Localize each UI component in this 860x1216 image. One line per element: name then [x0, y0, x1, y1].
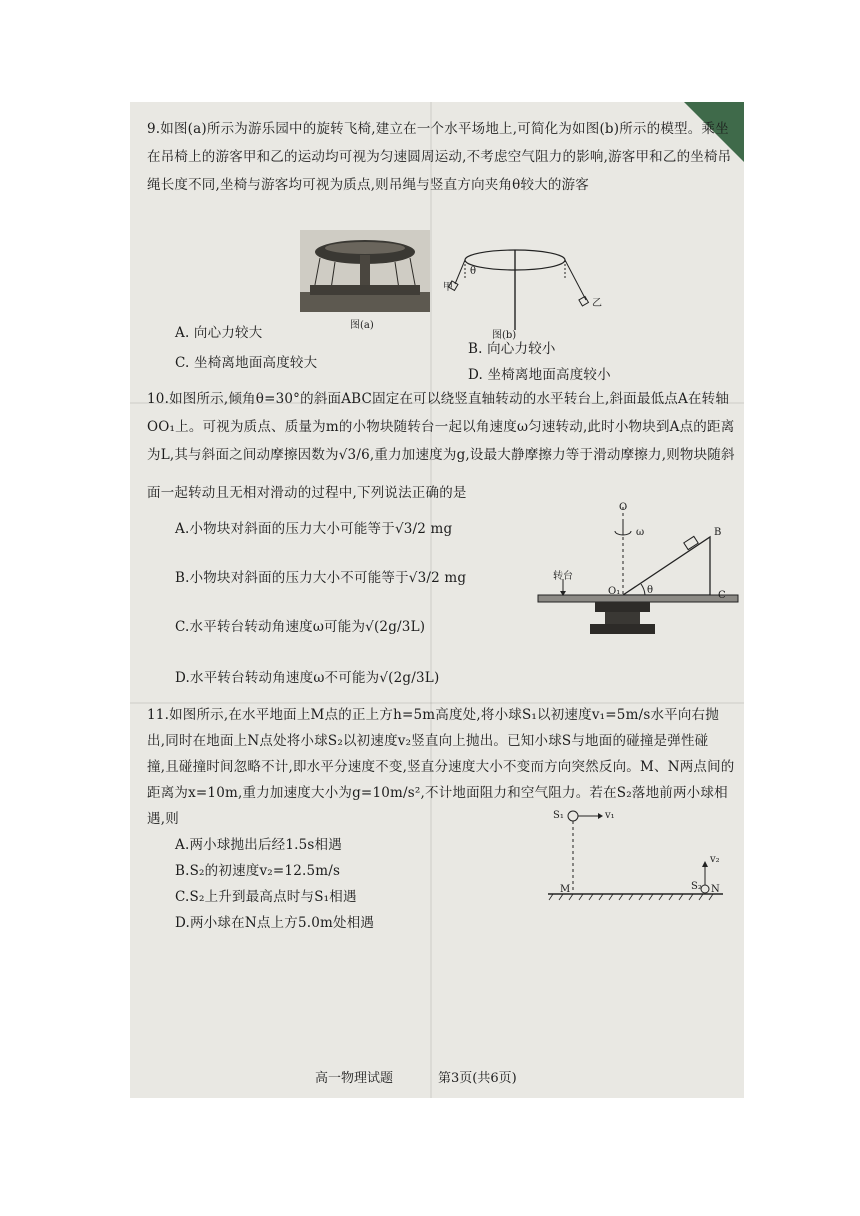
label-v2: v₂ — [710, 854, 720, 865]
label-s2: S₂ — [691, 881, 702, 892]
q10-text-line-2: OO₁上。可视为质点、质量为m的小物块随转台一起以角速度ω匀速转动,此时小物块到A点的距离 — [147, 419, 735, 435]
exam-paper-photo — [130, 102, 744, 1098]
figure-b-caption: 图(b) — [492, 330, 517, 341]
q10-text-line-1: 10.如图所示,倾角θ=30°的斜面ABC固定在可以绕竖直轴转动的水平转台上,斜面最低点A在转轴 — [147, 391, 730, 407]
footer-subject: 高一物理试题 — [315, 1071, 394, 1086]
paper-fold — [130, 702, 744, 704]
figure-a-caption: 图(a) — [350, 320, 374, 331]
q10-option-a: A.小物块对斜面的压力大小可能等于√3/2 mg — [175, 521, 453, 537]
q11-text-line-2: 出,同时在地面上N点处将小球S₂以初速度v₂竖直向上抛出。已知小球S与地面的碰撞是弹性碰 — [147, 733, 709, 749]
q11-text-line-5: 遇,则 — [147, 811, 179, 827]
q9-option-d: D. 坐椅离地面高度较小 — [468, 367, 611, 383]
label-m: M — [560, 884, 571, 895]
q9-option-c: C. 坐椅离地面高度较大 — [175, 355, 318, 371]
q11-option-d: D.两小球在N点上方5.0m处相遇 — [175, 915, 375, 931]
label-o1: O₁ — [608, 586, 621, 597]
q9-option-a: A. 向心力较大 — [175, 325, 263, 341]
q9-option-b: B. 向心力较小 — [468, 341, 556, 357]
label-s1: S₁ — [553, 810, 564, 821]
q11-text-line-3: 撞,且碰撞时间忽略不计,即水平分速度不变,竖直分速度大小不变而方向突然反向。M、N两点间的 — [147, 759, 735, 775]
q11-option-c: C.S₂上升到最高点时与S₁相遇 — [175, 889, 357, 905]
label-jia: 甲 — [443, 282, 453, 293]
q11-text-line-1: 11.如图所示,在水平地面上M点的正上方h=5m高度处,将小球S₁以初速度v₁=5m/s水平向右抛 — [147, 707, 719, 723]
ride-model-figure-b — [440, 242, 590, 332]
label-theta: θ — [647, 585, 654, 596]
label-v1: v₁ — [605, 810, 615, 821]
q10-text-line-4: 面一起转动且无相对滑动的过程中,下列说法正确的是 — [147, 485, 467, 501]
q9-text-line-2: 在吊椅上的游客甲和乙的运动均可视为匀速圆周运动,不考虑空气阻力的影响,游客甲和乙的坐椅吊 — [147, 149, 732, 165]
label-c: C — [718, 590, 726, 601]
q10-option-d: D.水平转台转动角速度ω不可能为√(2g/3L) — [175, 670, 440, 686]
label-yi: 乙 — [592, 298, 602, 309]
q9-text-line-3: 绳长度不同,坐椅与游客均可视为质点,则吊绳与竖直方向夹角θ较大的游客 — [147, 177, 590, 193]
q10-option-b: B.小物块对斜面的压力大小不可能等于√3/2 mg — [175, 570, 467, 586]
label-turntable: 转台 — [553, 571, 573, 582]
footer-page-number: 第3页(共6页) — [438, 1071, 517, 1086]
q11-option-a: A.两小球抛出后经1.5s相遇 — [175, 837, 342, 853]
label-o: O — [619, 502, 628, 513]
label-n: N — [711, 884, 720, 895]
label-b: B — [714, 527, 722, 538]
ride-photo-figure-a — [300, 230, 430, 312]
q9-text-line-1: 9.如图(a)所示为游乐园中的旋转飞椅,建立在一个水平场地上,可简化为如图(b)所示的模型。乘坐 — [147, 121, 729, 137]
paper-fold — [430, 102, 432, 1098]
q10-text-line-3: 为L,其与斜面之间动摩擦因数为√3/6,重力加速度为g,设最大静摩擦力等于滑动摩擦力,则物块随斜 — [147, 447, 735, 463]
theta-label: θ — [470, 266, 477, 277]
q10-option-c: C.水平转台转动角速度ω可能为√(2g/3L) — [175, 619, 426, 635]
q11-option-b: B.S₂的初速度v₂=12.5m/s — [175, 863, 341, 879]
q11-text-line-4: 距离为x=10m,重力加速度大小为g=10m/s²,不计地面阻力和空气阻力。若在S₂落地前两小球相 — [147, 785, 728, 801]
label-omega: ω — [636, 527, 645, 538]
